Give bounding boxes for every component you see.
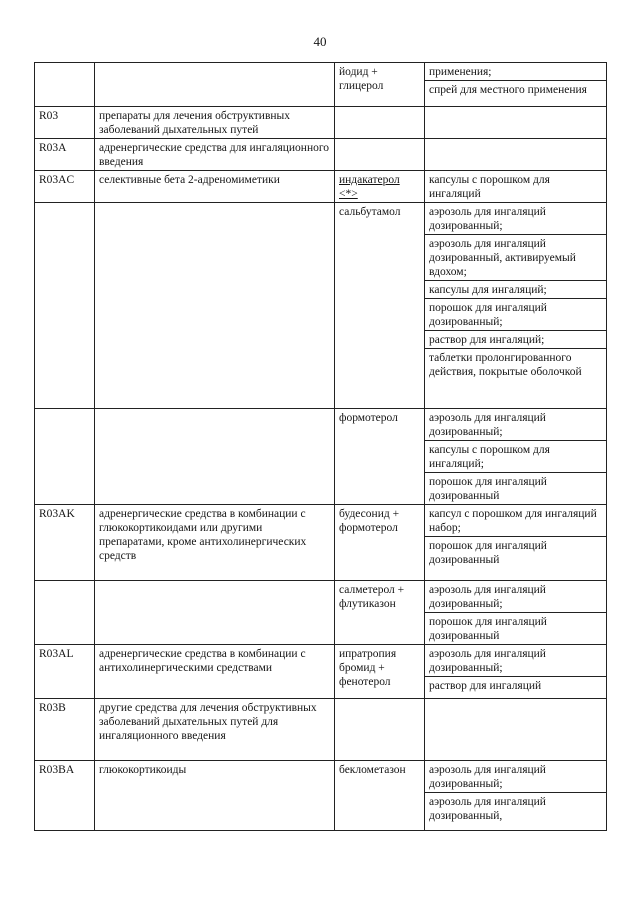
- drug-name-cell: сальбутамол: [335, 203, 425, 409]
- group-name-cell: препараты для лечения обструктивных заболеваний дыхательных путей: [95, 107, 335, 139]
- dosage-form: раствор для ингаляций;: [425, 330, 606, 348]
- drug-name-cell: салметерол + флутиказон: [335, 581, 425, 645]
- drug-name-cell: индакатерол <*>: [335, 171, 425, 203]
- dosage-forms-cell: [425, 761, 607, 831]
- dosage-form: аэрозоль для ингаляций дозированный;: [429, 648, 546, 674]
- drug-name-cell: ипратропия бромид + фенотерол: [335, 645, 425, 699]
- atc-code-cell: R03AK: [35, 505, 95, 581]
- group-name-cell: глюкокортикоиды: [95, 761, 335, 831]
- table-row: [35, 107, 607, 139]
- dosage-forms-cell: [425, 171, 607, 203]
- table-row: [35, 761, 607, 831]
- dosage-form: раствор для ингаляций: [425, 676, 606, 694]
- table-row: [35, 581, 607, 645]
- dosage-forms-cell: [425, 63, 607, 107]
- group-name-cell: адренергические средства в комбинации с антихолинергическими средствами: [95, 645, 335, 699]
- dosage-forms-cell: [425, 139, 607, 171]
- atc-code-cell: [35, 203, 95, 409]
- dosage-form: спрей для местного применения: [425, 80, 606, 98]
- atc-code-cell: R03BA: [35, 761, 95, 831]
- atc-code-cell: R03AL: [35, 645, 95, 699]
- dosage-form: порошок для ингаляций дозированный: [425, 472, 606, 504]
- dosage-form: порошок для ингаляций дозированный: [425, 536, 606, 568]
- group-name-cell: другие средства для лечения обструктивных заболеваний дыхательных путей для ингаляционного введения: [95, 699, 335, 761]
- atc-code-cell: R03: [35, 107, 95, 139]
- dosage-form: капсулы для ингаляций;: [425, 280, 606, 298]
- dosage-form: применения;: [429, 66, 492, 78]
- dosage-form: таблетки пролонгированного действия, покрытые оболочкой: [425, 348, 606, 380]
- dosage-form: капсул с порошком для ингаляций набор;: [429, 508, 597, 534]
- drug-name-cell: формотерол: [335, 409, 425, 505]
- table-row: [35, 139, 607, 171]
- table-row: [35, 699, 607, 761]
- drug-name-cell: беклометазон: [335, 761, 425, 831]
- table-row: [35, 171, 607, 203]
- dosage-forms-cell: [425, 581, 607, 645]
- group-name-cell: адренергические средства для ингаляционного введения: [95, 139, 335, 171]
- dosage-form: аэрозоль для ингаляций дозированный;: [429, 412, 546, 438]
- atc-code-cell: [35, 581, 95, 645]
- group-name-cell: [95, 581, 335, 645]
- group-name-cell: адренергические средства в комбинации с глюкокортикоидами или другими препаратами, кроме антихолинергических средств: [95, 505, 335, 581]
- table-body: [35, 63, 607, 831]
- atc-code-cell: [35, 409, 95, 505]
- page-number: 40: [313, 34, 327, 49]
- dosage-form: аэрозоль для ингаляций дозированный;: [429, 206, 546, 232]
- dosage-form: аэрозоль для ингаляций дозированный, активируемый вдохом;: [425, 234, 606, 280]
- atc-code-cell: R03AC: [35, 171, 95, 203]
- atc-code-cell: [35, 63, 95, 107]
- table-row: [35, 409, 607, 505]
- table-row: [35, 203, 607, 409]
- drug-name-cell: [335, 107, 425, 139]
- dosage-forms-cell: [425, 409, 607, 505]
- drug-name-cell: йодид + глицерол: [335, 63, 425, 107]
- group-name-cell: [95, 409, 335, 505]
- drug-table: [34, 62, 607, 831]
- dosage-form: аэрозоль для ингаляций дозированный,: [425, 792, 606, 824]
- table-row: [35, 505, 607, 581]
- group-name-cell: селективные бета 2-адреномиметики: [95, 171, 335, 203]
- atc-code-cell: R03A: [35, 139, 95, 171]
- dosage-form: капсулы с порошком для ингаляций: [429, 174, 550, 200]
- group-name-cell: [95, 203, 335, 409]
- dosage-forms-cell: [425, 107, 607, 139]
- dosage-forms-cell: [425, 699, 607, 761]
- dosage-form: аэрозоль для ингаляций дозированный;: [429, 584, 546, 610]
- drug-name-cell: [335, 139, 425, 171]
- drug-name-cell: [335, 699, 425, 761]
- table-row: [35, 645, 607, 699]
- atc-code-cell: R03B: [35, 699, 95, 761]
- dosage-form: аэрозоль для ингаляций дозированный;: [429, 764, 546, 790]
- dosage-form: порошок для ингаляций дозированный: [425, 612, 606, 644]
- dosage-forms-cell: [425, 203, 607, 409]
- dosage-form: капсулы с порошком для ингаляций;: [425, 440, 606, 472]
- drug-name-cell: будесонид + формотерол: [335, 505, 425, 581]
- dosage-forms-cell: [425, 505, 607, 581]
- dosage-form: порошок для ингаляций дозированный;: [425, 298, 606, 330]
- table-row: [35, 63, 607, 107]
- group-name-cell: [95, 63, 335, 107]
- dosage-forms-cell: [425, 645, 607, 699]
